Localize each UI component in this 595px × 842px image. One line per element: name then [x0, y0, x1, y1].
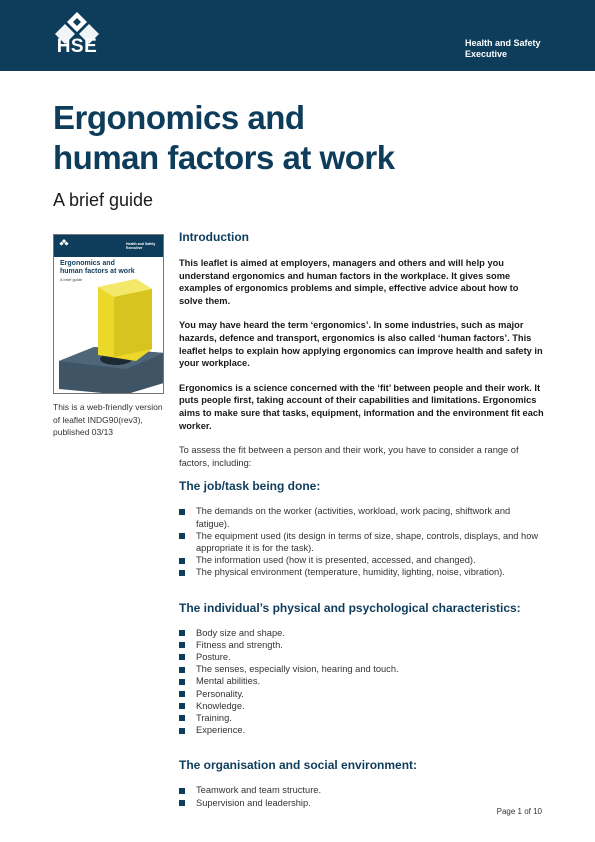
intro-paragraph-2: You may have heard the term ‘ergonomics’. In some industries, such as major hazards, defence and transport, ergonomics is also called ‘human factors’. This leaflet helps to explain how applying ergonomics can improve health and safety in your workplace. [179, 320, 543, 369]
job-list [179, 505, 544, 578]
cover-hse-logo-icon [59, 239, 69, 249]
bullet-square-icon [179, 800, 185, 806]
list-item: The senses, especially vision, hearing and touch. [179, 663, 544, 675]
individual-list [179, 627, 544, 737]
list-item: Personality. [179, 688, 544, 700]
page-subtitle: A brief guide [53, 190, 154, 210]
cover-title-line-1: Ergonomics and [60, 260, 115, 267]
list-item: Teamwork and team structure. [179, 784, 544, 796]
bullet-square-icon [179, 654, 185, 660]
cover-org: Health and Safety Executive [126, 242, 156, 250]
list-item: The demands on the worker (activities, workload, work pacing, shiftwork and fatigue). [179, 505, 544, 529]
list-item: The information used (how it is presented, accessed, and changed). [179, 554, 544, 566]
intro-paragraph-1: This leaflet is aimed at employers, managers and others and will help you understand ergonomics and human factors in the workplace. It gives some examples of ergonomics problems and simple, effective advice about how to solve them. [179, 258, 519, 306]
organisation-heading: The organisation and social environment: [179, 758, 418, 773]
bullet-square-icon [179, 728, 185, 734]
job-heading: The job/task being done: [179, 479, 321, 494]
intro-heading: Introduction [179, 230, 249, 244]
main-content [179, 230, 544, 809]
org-line-2: Executive [465, 49, 508, 59]
bullet-square-icon [179, 715, 185, 721]
cover-subtitle: A brief guide [60, 277, 83, 282]
individual-heading: The individual’s physical and psychological characteristics: [179, 600, 521, 615]
intro-paragraph-4: To assess the fit between a person and their work, you have to consider a range of factors, including: [179, 445, 519, 468]
intro-paragraph-3: Ergonomics is a science concerned with the ‘fit’ between people and their work. It puts people first, taking account of their capabilities and limitations. Ergonomics aims to make sure that tasks, equipment, information and the environment fit each worker. [179, 382, 544, 431]
bullet-square-icon [179, 703, 185, 709]
list-item: Supervision and leadership. [179, 797, 544, 809]
page-title [53, 98, 553, 178]
cover-thumbnail [53, 234, 164, 394]
list-item: Training. [179, 712, 544, 724]
logo-text: HSE [56, 36, 98, 57]
list-item: Posture. [179, 651, 544, 663]
bullet-square-icon [179, 533, 185, 539]
cover-caption: This is a web-friendly version of leaflet INDG90(rev3), published 03/13 [53, 402, 163, 437]
bullet-square-icon [179, 642, 185, 648]
bullet-square-icon [179, 788, 185, 794]
bullet-square-icon [179, 667, 185, 673]
bullet-square-icon [179, 558, 185, 564]
header-band [0, 0, 595, 71]
organisation-name [465, 38, 575, 60]
title-line-1: Ergonomics and [53, 99, 305, 136]
list-item: Mental abilities. [179, 675, 544, 687]
bullet-square-icon [179, 630, 185, 636]
list-item: Body size and shape. [179, 627, 544, 639]
bullet-square-icon [179, 679, 185, 685]
bullet-square-icon [179, 509, 185, 515]
list-item: The equipment used (its design in terms of size, shape, controls, displays, and how appropriate it is for the task). [179, 530, 544, 554]
org-line-1: Health and Safety [465, 38, 541, 48]
list-item: Fitness and strength. [179, 639, 544, 651]
list-item: Experience. [179, 724, 544, 736]
list-item: The physical environment (temperature, humidity, lighting, noise, vibration). [179, 566, 544, 578]
cover-title [60, 260, 155, 276]
list-item: Knowledge. [179, 700, 544, 712]
page-number: Page 1 of 10 [496, 807, 542, 816]
cover-title-line-2: human factors at work [60, 268, 135, 275]
cover-cube-illustration [54, 275, 164, 394]
bullet-square-icon [179, 570, 185, 576]
bullet-square-icon [179, 691, 185, 697]
organisation-list [179, 784, 544, 808]
title-line-2: human factors at work [53, 139, 395, 176]
